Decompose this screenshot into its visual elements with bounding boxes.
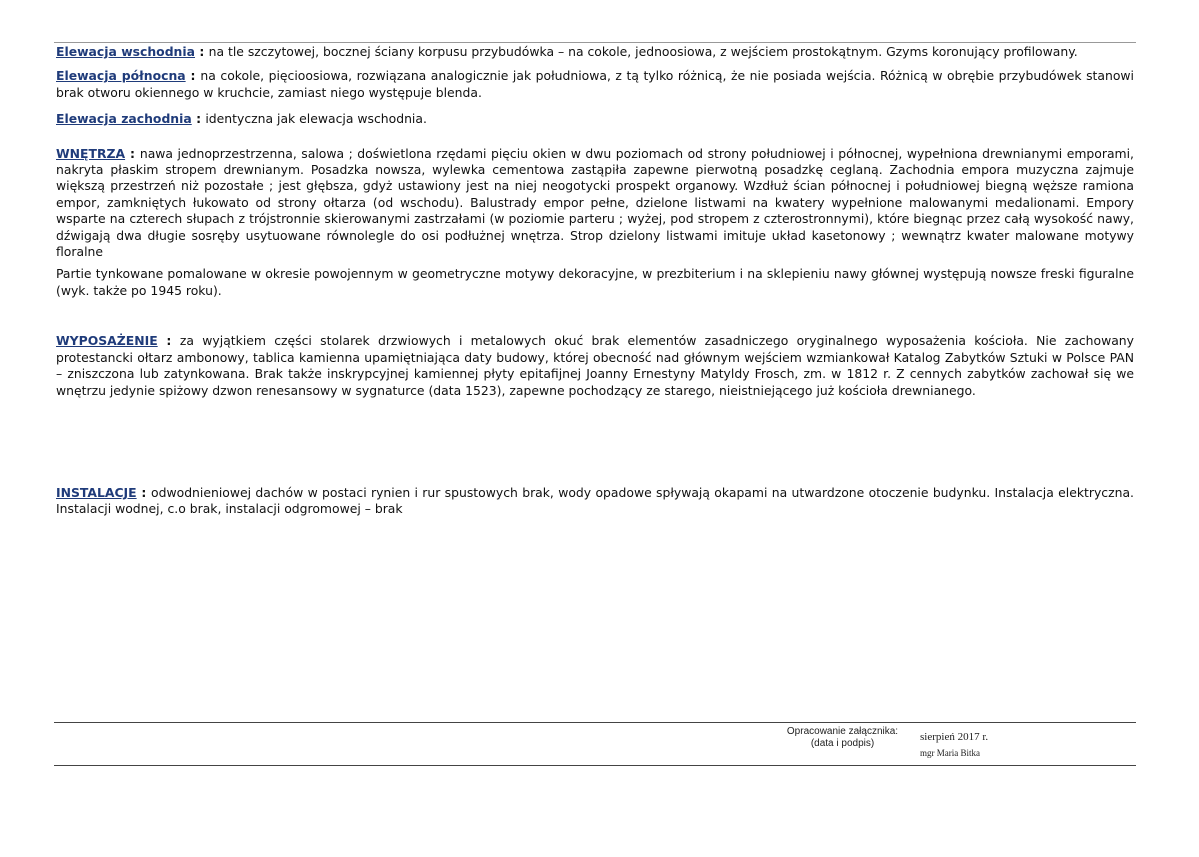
footer-author: mgr Maria Bitka (920, 748, 980, 758)
section-heading: INSTALACJE (56, 484, 137, 500)
section-interiors-continued (56, 266, 1134, 299)
section-heading: Elewacja północna (56, 68, 186, 84)
footer-label-line2: (data i podpis) (810, 738, 875, 749)
section-heading: WYPOSAŻENIE (56, 333, 158, 349)
section-text: Partie tynkowane pomalowane w okresie powojennym w geometryczne motywy dekoracyjne, w prezbiterium i na sklepieniu nawy głównej występują nowsze freski figuralne (wyk. także po 1945 roku). (56, 266, 1134, 298)
section-text: za wyjątkiem części stolarek drzwiowych i metalowych okuć brak elementów zasadniczego oryginalnego wyposażenia kościoła. Nie zachowany protestancki ołtarz ambonowy, tablica kamienna upamiętniająca daty budowy, której obecność nad głównym wejściem wzmiankował Katalog Zabytków Sztuki w Polsce PAN – zniszczona lub zatynkowana. Brak także inskrypcyjnej kamiennej płyty epitafijnej Joanny Ernestyny Matyldy Frosch, zm. w 1812 r. Z cennych zabytków zachował się we wnętrzu jedynie spiżowy dzwon renesansowy w sygnaturce (data 1523), zapewne pochodzący ze starego, nieistniejącego już kościoła drewnianego. (56, 333, 1134, 398)
section-elevation-west: Elewacja zachodnia : identyczna jak elewacja wschodnia. (56, 111, 427, 127)
section-text: nawa jednoprzestrzenna, salowa ; doświetlona rzędami pięciu okien w dwu poziomach od strony południowej i północnej, wypełniona drewnianymi emporami, nakryta płaskim stropem drewnianym. Posadzka nowsza, wylewka cementowa zastąpiła zapewne pierwotną posadzkę ceglaną. Zachodnia empora muzyczna zajmuje większą przestrzeń niż pozostałe ; jest głębsza, gdyż ustawiony jest na niej neogotycki prospekt organowy. Wzdłuż ścian północnej i południowej biegną węższe ramiona empor, zamkniętych łukowato od strony ołtarza (od wschodu). Balustrady empor pełne, dzielone listwami na kwatery wypełnione malowanymi medalionami. Empory wsparte na czterech słupach z trójstronnie skierowanymi zastrzałami (w poziomie parteru ; wyżej, pod stropem z czterostronnymi), które biegnąc przez całą wysokość nawy, dźwigają dwa długie sosręby usytuowane równolegle do osi podłużnej wnętrza. Strop dzielony listwami imituje układ kasetonowy ; wewnątrz kwater malowane motywy floralne (56, 145, 1134, 260)
section-text: na tle szczytowej, bocznej ściany korpusu przybudówka – na cokole, jednoosiowa, z wejściem prostokątnym. Gzyms koronujący profilowany. (208, 44, 1078, 59)
footer-divider-top (54, 722, 1136, 723)
section-interiors: WNĘTRZA : nawa jednoprzestrzenna, salowa ; doświetlona rzędami pięciu okien w dwu poziomach od strony południowej i północnej, wypełniona drewnianymi emporami, nakryta płaskim stropem drewnianym. Posadzka nowsza, wylewka cementowa zastąpiła zapewne pierwotną posadzkę ceglaną. Zachodnia empora muzyczna zajmuje większą przestrzeń niż pozostałe ; jest głębsza, gdyż ustawiony jest na niej neogotycki prospekt organowy. Wzdłuż ścian północnej i południowej biegną węższe ramiona empor, zamkniętych łukowato od strony ołtarza (od wschodu). Balustrady empor pełne, dzielone listwami na kwatery wypełnione malowanymi medalionami. Empory wsparte na czterech słupach z trójstronnie skierowanymi zastrzałami (w poziomie parteru ; wyżej, pod stropem z czterostronnymi), które biegnąc przez całą wysokość nawy, dźwigają dwa długie sosręby usytuowane równolegle do osi podłużnej wnętrza. Strop dzielony listwami imituje układ kasetonowy ; wewnątrz kwater malowane motywy floralne (56, 145, 1134, 260)
footer-label-line1: Opracowanie załącznika: (786, 726, 899, 737)
section-furnishings: WYPOSAŻENIE : za wyjątkiem części stolarek drzwiowych i metalowych okuć brak elementów zasadniczego oryginalnego wyposażenia kościoła. Nie zachowany protestancki ołtarz ambonowy, tablica kamienna upamiętniająca daty budowy, której obecność nad głównym wejściem wzmiankował Katalog Zabytków Sztuki w Polsce PAN – zniszczona lub zatynkowana. Brak także inskrypcyjnej kamiennej płyty epitafijnej Joanny Ernestyny Matyldy Frosch, zm. w 1812 r. Z cennych zabytków zachował się we wnętrzu jedynie spiżowy dzwon renesansowy w sygnaturce (data 1523), zapewne pochodzący ze starego, nieistniejącego już kościoła drewnianego. (56, 333, 1134, 398)
section-text: identyczna jak elewacja wschodnia. (205, 111, 427, 127)
section-elevation-north: Elewacja północna : na cokole, pięcioosiowa, rozwiązana analogicznie jak południowa, z tą tylko różnicą, że nie posiada wejścia. Różnicą w obrębie przybudówek stanowi brak otworu okiennego w kruchcie, zamiast niego występuje blenda. (56, 68, 1134, 100)
footer-label (770, 726, 915, 750)
document-body (56, 44, 1134, 518)
top-divider (54, 42, 1136, 43)
section-installations: INSTALACJE : odwodnieniowej dachów w postaci rynien i rur spustowych brak, wody opadowe spływają okapami na utwardzone otoczenie budynku. Instalacja elektryczna. Instalacji wodnej, c.o brak, instalacji odgromowej – brak (56, 484, 1134, 517)
section-text: na cokole, pięcioosiowa, rozwiązana analogicznie jak południowa, z tą tylko różnicą, że nie posiada wejścia. Różnicą w obrębie przybudówek stanowi brak otworu okiennego w kruchcie, zamiast niego występuje blenda. (56, 68, 1134, 100)
section-heading: WNĘTRZA (56, 145, 126, 161)
section-text: odwodnieniowej dachów w postaci rynien i rur spustowych brak, wody opadowe spływają okapami na utwardzone otoczenie budynku. Instalacja elektryczna. Instalacji wodnej, c.o brak, instalacji odgromowej – brak (56, 484, 1134, 517)
footer-divider-bottom (54, 765, 1136, 766)
section-heading: Elewacja wschodnia (56, 44, 195, 59)
footer-date: sierpień 2017 r. (920, 731, 989, 743)
section-elevation-east: Elewacja wschodnia : na tle szczytowej, bocznej ściany korpusu przybudówka – na cokole, jednoosiowa, z wejściem prostokątnym. Gzyms koronujący profilowany. (56, 44, 1078, 59)
section-heading: Elewacja zachodnia (56, 111, 192, 127)
